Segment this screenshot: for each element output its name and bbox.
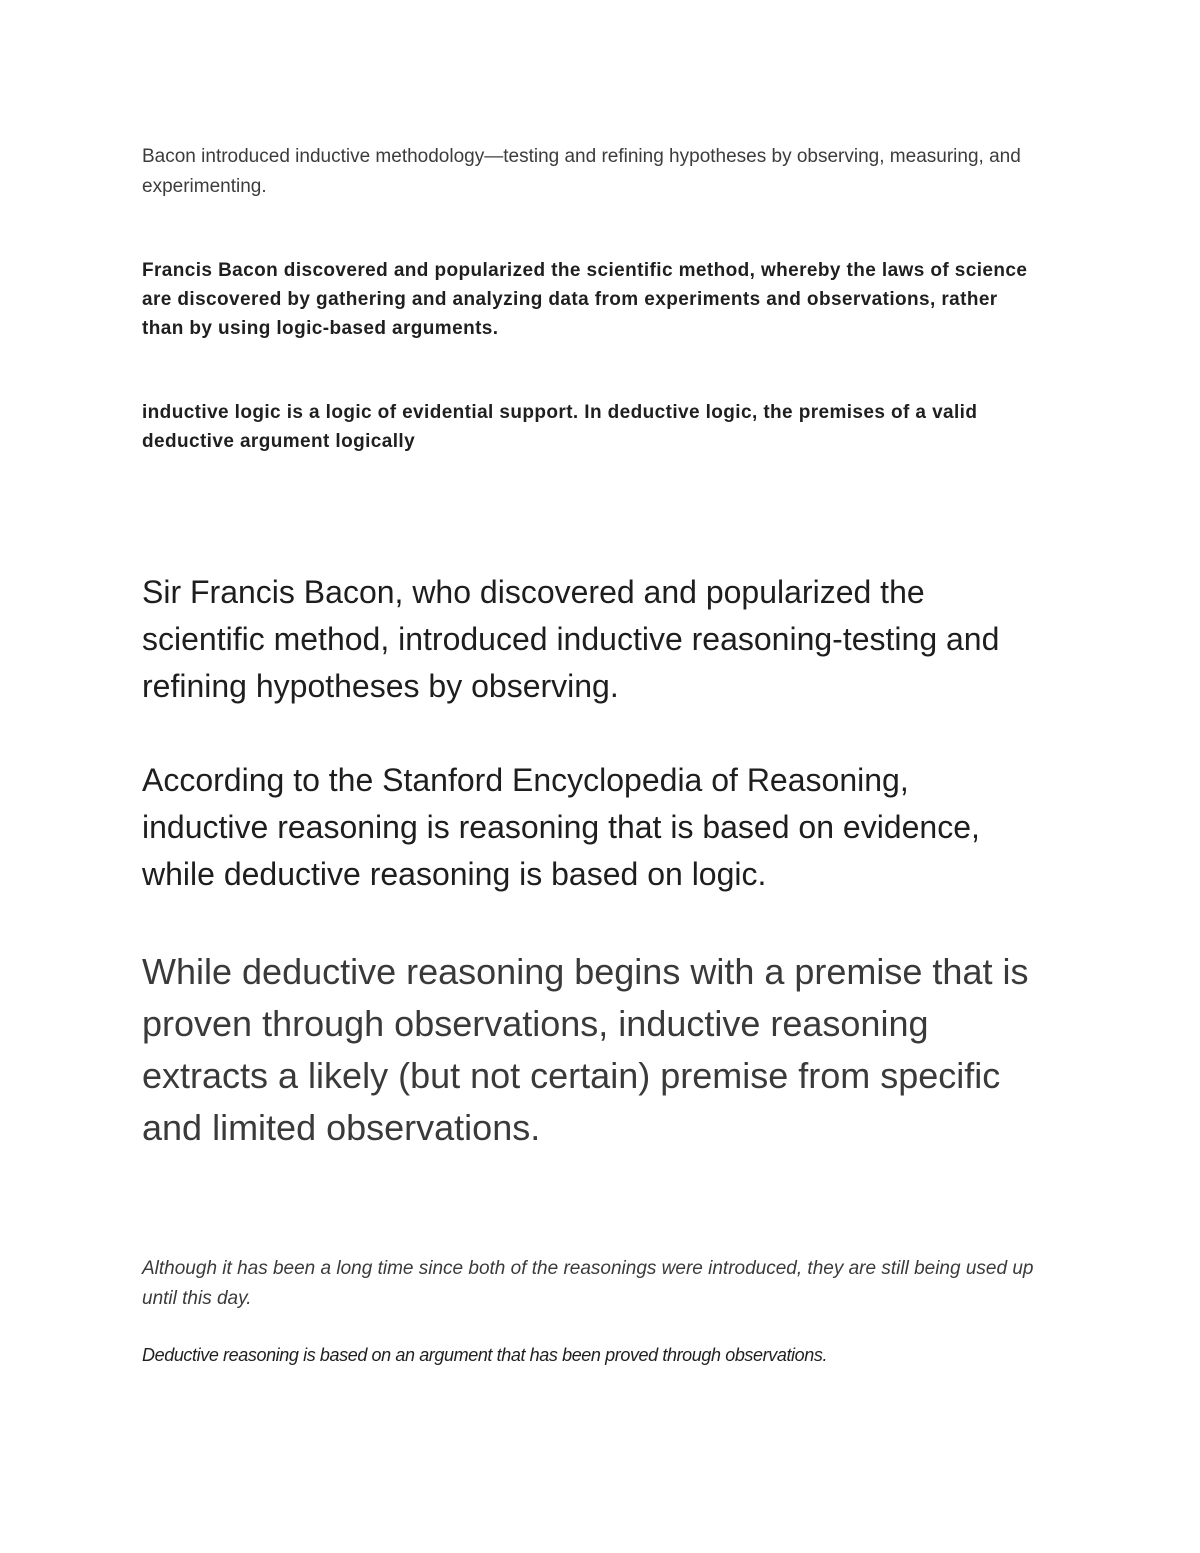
paragraph-scientific-method: Francis Bacon discovered and popularized the scientific method, whereby the laws of science are discovered by gathering and analyzing data from experiments and observations, rather than by using logic-based arguments. [142, 260, 1028, 339]
paragraph-inductive-logic: inductive logic is a logic of evidential support. In deductive logic, the premises of a valid deductive argument logically [142, 402, 978, 452]
paragraph-deductive-proved: Deductive reasoning is based on an argument that has been proved through observations. [142, 1345, 828, 1365]
paragraph-sir-francis-bacon: Sir Francis Bacon, who discovered and popularized the scientific method, introduced inductive reasoning-testing and refining hypotheses by observing. [142, 574, 1000, 704]
paragraph-deductive-vs-inductive: While deductive reasoning begins with a premise that is proven through observations, inductive reasoning extracts a likely (but not certain) premise from specific and limited observations. [142, 951, 1029, 1148]
paragraph-bacon-inductive-methodology: Bacon introduced inductive methodology—testing and refining hypotheses by observing, measuring, and experimenting. [142, 146, 1021, 197]
paragraph-still-used-today: Although it has been a long time since both of the reasonings were introduced, they are still being used up until this day. [142, 1258, 1034, 1309]
paragraph-stanford-encyclopedia: According to the Stanford Encyclopedia of Reasoning, inductive reasoning is reasoning that is based on evidence, while deductive reasoning is based on logic. [142, 762, 980, 892]
